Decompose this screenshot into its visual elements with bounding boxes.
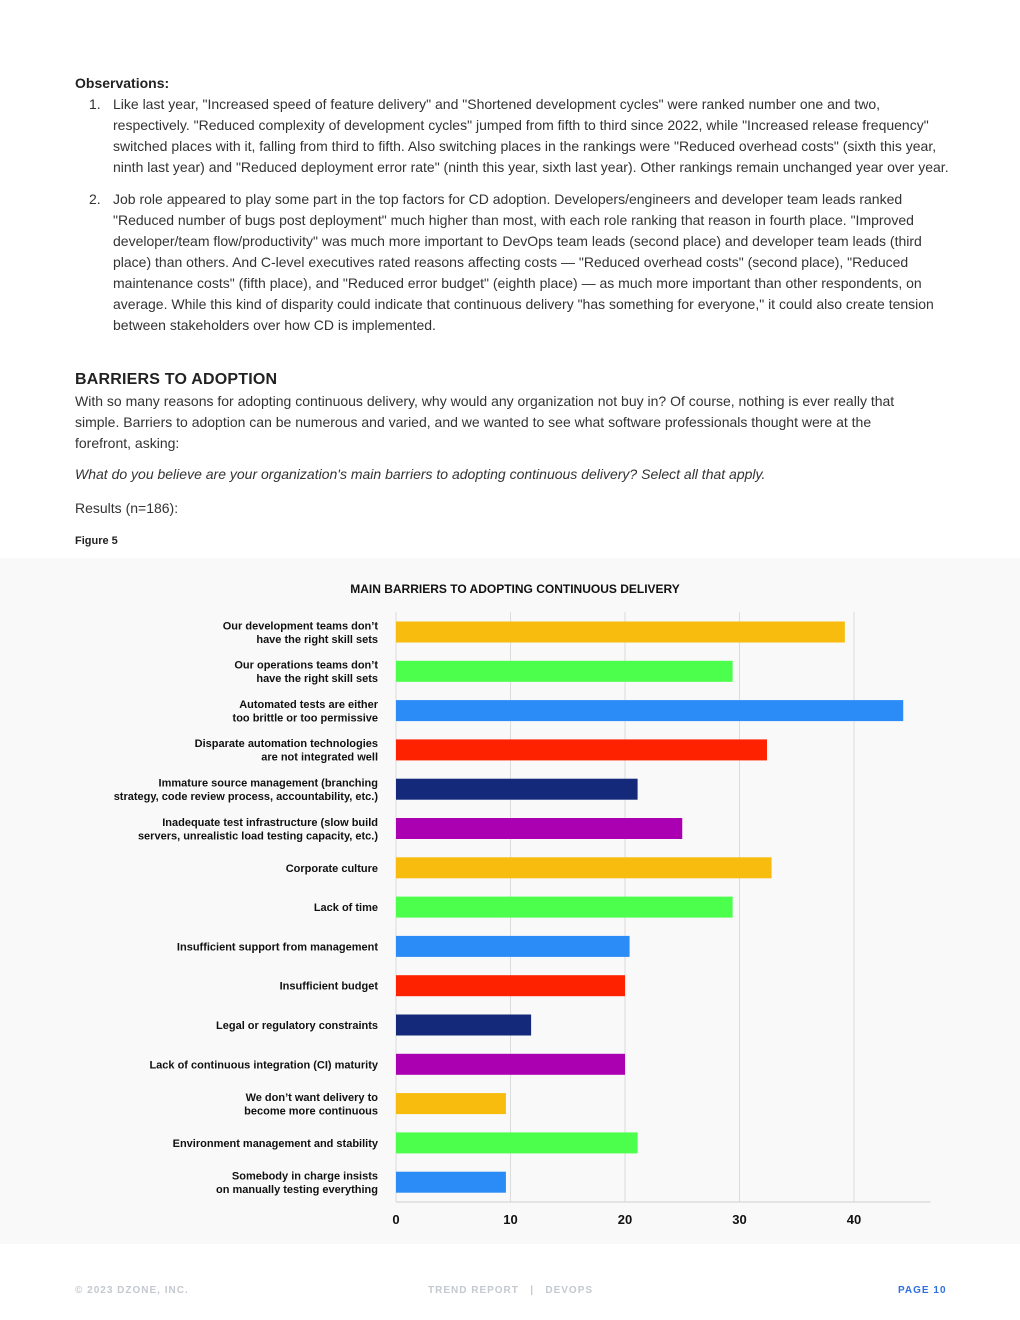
bar-chart (0, 558, 1020, 1244)
intro-paragraph: With so many reasons for adopting continuous delivery, why would any organization not buy in? Of course, nothing is ever really that simple. Barriers to adoption can be numerous and varied, and we wanted to see what software professionals thought were at the forefront, asking: (75, 393, 895, 451)
list-item (75, 189, 955, 336)
list-item (75, 94, 955, 178)
list-number: 2. (89, 191, 101, 207)
footer-copyright: © 2023 DZONE, INC. (75, 1285, 189, 1296)
category-label-line: Lack of time (313, 902, 378, 915)
bar (396, 1015, 531, 1036)
bar (396, 936, 630, 957)
category-label-line: Inadequate test infrastructure (slow build (162, 816, 378, 829)
chart-title: MAIN BARRIERS TO ADOPTING CONTINUOUS DELIVERY (350, 582, 680, 596)
category-label-line: strategy, code review process, accountability, etc.) (113, 790, 378, 803)
survey-question: What do you believe are your organization's main barriers to adopting continuous delivery? Select all that apply. (75, 466, 766, 482)
bar (396, 975, 625, 996)
category-label (314, 902, 378, 914)
category-label-line: Environment management and stability (172, 1137, 378, 1150)
category-label-line: have the right skill sets (256, 633, 378, 646)
category-label-line: Insufficient budget (279, 980, 378, 993)
category-label (149, 1059, 378, 1071)
category-label (216, 1020, 378, 1032)
observations-list (75, 94, 955, 347)
bar (396, 818, 682, 839)
category-label-line: Disparate automation technologies (194, 738, 378, 751)
category-label-line: are not integrated well (261, 751, 378, 764)
category-label (114, 777, 379, 803)
bar (396, 661, 733, 682)
category-label (177, 941, 378, 953)
section-title: BARRIERS TO ADOPTION (75, 371, 278, 388)
bar (396, 897, 733, 918)
category-label (280, 981, 379, 993)
x-tick-label: 10 (503, 1212, 518, 1227)
observations-title: Observations: (75, 75, 170, 91)
category-label-line: on manually testing everything (216, 1183, 378, 1196)
category-label-line: Automated tests are either (239, 698, 378, 711)
category-label (244, 1092, 378, 1118)
bar (396, 1132, 638, 1153)
category-label-line: have the right skill sets (256, 673, 378, 686)
results-count: Results (n=186): (75, 500, 179, 516)
bar (396, 739, 767, 760)
category-label (233, 699, 379, 725)
category-label-line: Somebody in charge insists (231, 1170, 378, 1183)
category-label-line: Insufficient support from management (176, 941, 378, 954)
category-label-line: Our operations teams don’t (234, 659, 378, 672)
category-label-line: servers, unrealistic load testing capacity, etc.) (137, 830, 378, 843)
category-label (223, 620, 379, 646)
category-label-line: Legal or regulatory constraints (216, 1020, 378, 1032)
category-label (138, 817, 378, 843)
bar (396, 1172, 506, 1193)
x-tick-label: 20 (617, 1212, 633, 1227)
category-label (195, 738, 378, 764)
figure-label: Figure 5 (75, 535, 118, 547)
list-item-text: Like last year, "Increased speed of feature delivery" and "Shortened development cycles" were ranked number one and two, respectively. "Reduced complexity of development cycles" jumped from fifth to third since 2022, while "Increased release frequency" switched places with it, falling from third to fifth. Also switching places in the rankings were "Reduced overhead costs" (sixth this year, ninth last year) and "Reduced deployment error rate" (ninth this year, sixth last year). Other rankings remain unchanged year over year. (113, 96, 949, 175)
bar (396, 1093, 506, 1114)
list-item-text: Job role appeared to play some part in the top factors for CD adoption. Developers/engineers and developer team leads ranked "Reduced number of bugs post deployment" much higher than most, with each role ranking that reason in fourth place. "Improved developer/team flow/productivity" was much more important to DevOps team leads (second place) and developer team leads (third place) than others. And C-level executives rated reasons affecting costs — "Reduced overhead costs" (second place), "Reduced maintenance costs" (fifth place), and "Reduced error budget" (eighth place) — as much more important than other respondents, on average. While this kind of disparity could indicate that continuous delivery "has something for everyone," it could also create tension between stakeholders over how CD is implemented. (113, 191, 934, 333)
footer-page-number: PAGE 10 (898, 1285, 947, 1296)
category-label (173, 1138, 379, 1150)
category-label (216, 1170, 378, 1196)
category-label-line: We don’t want delivery to (245, 1091, 378, 1104)
category-label-line: Lack of continuous integration (CI) maturity (149, 1059, 378, 1072)
x-tick-label: 40 (846, 1212, 862, 1227)
list-number: 1. (89, 96, 101, 112)
category-label-line: Immature source management (branching (158, 777, 378, 790)
chart-panel (0, 558, 1020, 1244)
category-label-line: too brittle or too permissive (232, 712, 378, 725)
x-tick-label: 0 (392, 1212, 400, 1227)
bar (396, 857, 772, 878)
bar (396, 1054, 625, 1075)
bar (396, 622, 845, 643)
x-tick-label: 30 (732, 1212, 747, 1227)
footer-report-title: TREND REPORT | DEVOPS (428, 1285, 594, 1296)
category-label-line: Our development teams don’t (222, 620, 378, 633)
bar (396, 700, 903, 721)
category-label-line: become more continuous (244, 1105, 378, 1118)
bar (396, 779, 638, 800)
category-label (286, 863, 378, 875)
category-label-line: Corporate culture (285, 862, 378, 875)
category-label (234, 660, 378, 686)
